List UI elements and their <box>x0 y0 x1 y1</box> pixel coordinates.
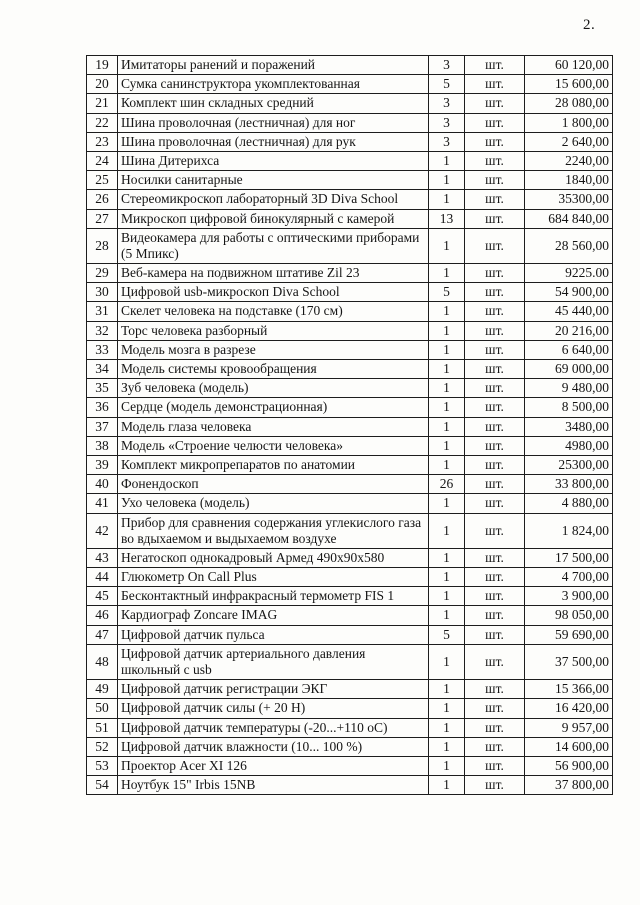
quantity-cell: 3 <box>429 113 465 132</box>
quantity-cell: 1 <box>429 494 465 513</box>
unit-cell: шт. <box>465 548 525 567</box>
unit-cell: шт. <box>465 494 525 513</box>
price-cell: 1 824,00 <box>525 513 613 548</box>
row-number-cell: 24 <box>87 151 118 170</box>
price-cell: 4 880,00 <box>525 494 613 513</box>
price-cell: 45 440,00 <box>525 302 613 321</box>
price-cell: 9 480,00 <box>525 379 613 398</box>
price-cell: 14 600,00 <box>525 737 613 756</box>
quantity-cell: 1 <box>429 151 465 170</box>
price-cell: 9225.00 <box>525 264 613 283</box>
price-cell: 98 050,00 <box>525 606 613 625</box>
table-row <box>87 94 613 113</box>
quantity-cell: 1 <box>429 568 465 587</box>
item-name-cell: Стереомикроскоп лабораторный 3D Diva School <box>118 190 429 209</box>
unit-cell: шт. <box>465 606 525 625</box>
price-cell: 28 560,00 <box>525 228 613 263</box>
table-row <box>87 737 613 756</box>
item-name-cell: Веб-камера на подвижном штативе Zil 23 <box>118 264 429 283</box>
quantity-cell: 1 <box>429 776 465 795</box>
table-row <box>87 75 613 94</box>
row-number-cell: 32 <box>87 321 118 340</box>
price-cell: 25300,00 <box>525 455 613 474</box>
unit-cell: шт. <box>465 360 525 379</box>
item-name-cell: Сердце (модель демонстрационная) <box>118 398 429 417</box>
unit-cell: шт. <box>465 718 525 737</box>
table-row <box>87 113 613 132</box>
price-cell: 4 700,00 <box>525 568 613 587</box>
table-row <box>87 171 613 190</box>
row-number-cell: 48 <box>87 644 118 679</box>
unit-cell: шт. <box>465 209 525 228</box>
price-cell: 20 216,00 <box>525 321 613 340</box>
unit-cell: шт. <box>465 228 525 263</box>
row-number-cell: 54 <box>87 776 118 795</box>
quantity-cell: 1 <box>429 436 465 455</box>
quantity-cell: 1 <box>429 737 465 756</box>
row-number-cell: 21 <box>87 94 118 113</box>
price-cell: 3480,00 <box>525 417 613 436</box>
unit-cell: шт. <box>465 436 525 455</box>
quantity-cell: 1 <box>429 379 465 398</box>
item-name-cell: Видеокамера для работы с оптическими приборами (5 Мпикс) <box>118 228 429 263</box>
quantity-cell: 1 <box>429 587 465 606</box>
row-number-cell: 38 <box>87 436 118 455</box>
price-cell: 15 600,00 <box>525 75 613 94</box>
item-name-cell: Бесконтактный инфракрасный термометр FIS 1 <box>118 587 429 606</box>
quantity-cell: 26 <box>429 475 465 494</box>
row-number-cell: 47 <box>87 625 118 644</box>
quantity-cell: 5 <box>429 75 465 94</box>
price-cell: 56 900,00 <box>525 756 613 775</box>
table-row <box>87 398 613 417</box>
row-number-cell: 23 <box>87 132 118 151</box>
quantity-cell: 1 <box>429 171 465 190</box>
table-row <box>87 756 613 775</box>
price-cell: 35300,00 <box>525 190 613 209</box>
row-number-cell: 31 <box>87 302 118 321</box>
item-name-cell: Глюкометр On Call Plus <box>118 568 429 587</box>
unit-cell: шт. <box>465 737 525 756</box>
table-row <box>87 680 613 699</box>
price-cell: 3 900,00 <box>525 587 613 606</box>
quantity-cell: 13 <box>429 209 465 228</box>
row-number-cell: 41 <box>87 494 118 513</box>
quantity-cell: 3 <box>429 132 465 151</box>
item-name-cell: Цифровой usb-микроскоп Diva School <box>118 283 429 302</box>
item-name-cell: Цифровой датчик температуры (-20...+110 оС) <box>118 718 429 737</box>
table-row <box>87 776 613 795</box>
table-row <box>87 190 613 209</box>
quantity-cell: 3 <box>429 56 465 75</box>
quantity-cell: 1 <box>429 398 465 417</box>
item-name-cell: Кардиограф Zoncare IMAG <box>118 606 429 625</box>
row-number-cell: 30 <box>87 283 118 302</box>
row-number-cell: 39 <box>87 455 118 474</box>
quantity-cell: 1 <box>429 718 465 737</box>
unit-cell: шт. <box>465 680 525 699</box>
table-row <box>87 568 613 587</box>
price-cell: 28 080,00 <box>525 94 613 113</box>
item-name-cell: Шина проволочная (лестничная) для рук <box>118 132 429 151</box>
quantity-cell: 5 <box>429 625 465 644</box>
price-cell: 2 640,00 <box>525 132 613 151</box>
row-number-cell: 29 <box>87 264 118 283</box>
table-row <box>87 321 613 340</box>
quantity-cell: 1 <box>429 360 465 379</box>
row-number-cell: 20 <box>87 75 118 94</box>
row-number-cell: 52 <box>87 737 118 756</box>
item-name-cell: Проектор Acer XI 126 <box>118 756 429 775</box>
price-cell: 1 800,00 <box>525 113 613 132</box>
price-cell: 15 366,00 <box>525 680 613 699</box>
unit-cell: шт. <box>465 699 525 718</box>
price-cell: 54 900,00 <box>525 283 613 302</box>
row-number-cell: 42 <box>87 513 118 548</box>
quantity-cell: 1 <box>429 417 465 436</box>
table-row <box>87 417 613 436</box>
unit-cell: шт. <box>465 94 525 113</box>
item-name-cell: Ноутбук 15" Irbis 15NB <box>118 776 429 795</box>
unit-cell: шт. <box>465 321 525 340</box>
table-row <box>87 455 613 474</box>
unit-cell: шт. <box>465 132 525 151</box>
table-row <box>87 283 613 302</box>
item-name-cell: Скелет человека на подставке (170 см) <box>118 302 429 321</box>
table-row <box>87 625 613 644</box>
quantity-cell: 1 <box>429 548 465 567</box>
unit-cell: шт. <box>465 756 525 775</box>
quantity-cell: 1 <box>429 756 465 775</box>
table-row <box>87 340 613 359</box>
table-row <box>87 360 613 379</box>
price-cell: 2240,00 <box>525 151 613 170</box>
row-number-cell: 46 <box>87 606 118 625</box>
unit-cell: шт. <box>465 644 525 679</box>
price-cell: 37 500,00 <box>525 644 613 679</box>
row-number-cell: 34 <box>87 360 118 379</box>
item-name-cell: Торс человека разборный <box>118 321 429 340</box>
row-number-cell: 44 <box>87 568 118 587</box>
unit-cell: шт. <box>465 398 525 417</box>
quantity-cell: 5 <box>429 283 465 302</box>
item-name-cell: Комплект микропрепаратов по анатомии <box>118 455 429 474</box>
unit-cell: шт. <box>465 379 525 398</box>
item-name-cell: Негатоскоп однокадровый Армед 490х90х580 <box>118 548 429 567</box>
row-number-cell: 40 <box>87 475 118 494</box>
row-number-cell: 49 <box>87 680 118 699</box>
item-name-cell: Модель системы кровообращения <box>118 360 429 379</box>
unit-cell: шт. <box>465 75 525 94</box>
table-row <box>87 475 613 494</box>
quantity-cell: 1 <box>429 302 465 321</box>
table-row <box>87 644 613 679</box>
row-number-cell: 45 <box>87 587 118 606</box>
table-row <box>87 56 613 75</box>
unit-cell: шт. <box>465 587 525 606</box>
row-number-cell: 43 <box>87 548 118 567</box>
quantity-cell: 1 <box>429 644 465 679</box>
unit-cell: шт. <box>465 113 525 132</box>
table-body <box>87 56 613 795</box>
row-number-cell: 51 <box>87 718 118 737</box>
table-row <box>87 436 613 455</box>
table-row <box>87 699 613 718</box>
row-number-cell: 28 <box>87 228 118 263</box>
row-number-cell: 25 <box>87 171 118 190</box>
page-number: 2. <box>583 17 596 33</box>
row-number-cell: 33 <box>87 340 118 359</box>
unit-cell: шт. <box>465 264 525 283</box>
equipment-table <box>86 55 613 795</box>
price-cell: 59 690,00 <box>525 625 613 644</box>
item-name-cell: Цифровой датчик артериального давления школьный с usb <box>118 644 429 679</box>
table-row <box>87 513 613 548</box>
item-name-cell: Модель глаза человека <box>118 417 429 436</box>
item-name-cell: Носилки санитарные <box>118 171 429 190</box>
item-name-cell: Ухо человека (модель) <box>118 494 429 513</box>
table-row <box>87 209 613 228</box>
row-number-cell: 50 <box>87 699 118 718</box>
unit-cell: шт. <box>465 340 525 359</box>
table-row <box>87 228 613 263</box>
row-number-cell: 27 <box>87 209 118 228</box>
table-row <box>87 379 613 398</box>
unit-cell: шт. <box>465 417 525 436</box>
item-name-cell: Комплект шин складных средний <box>118 94 429 113</box>
row-number-cell: 26 <box>87 190 118 209</box>
table-row <box>87 494 613 513</box>
item-name-cell: Модель «Строение челюсти человека» <box>118 436 429 455</box>
quantity-cell: 1 <box>429 455 465 474</box>
unit-cell: шт. <box>465 302 525 321</box>
item-name-cell: Фонендоскоп <box>118 475 429 494</box>
price-cell: 1840,00 <box>525 171 613 190</box>
item-name-cell: Имитаторы ранений и поражений <box>118 56 429 75</box>
item-name-cell: Шина проволочная (лестничная) для ног <box>118 113 429 132</box>
quantity-cell: 1 <box>429 321 465 340</box>
row-number-cell: 36 <box>87 398 118 417</box>
unit-cell: шт. <box>465 625 525 644</box>
table-row <box>87 548 613 567</box>
item-name-cell: Цифровой датчик силы (+ 20 Н) <box>118 699 429 718</box>
unit-cell: шт. <box>465 568 525 587</box>
row-number-cell: 19 <box>87 56 118 75</box>
table-row <box>87 132 613 151</box>
unit-cell: шт. <box>465 190 525 209</box>
unit-cell: шт. <box>465 171 525 190</box>
price-cell: 16 420,00 <box>525 699 613 718</box>
price-cell: 9 957,00 <box>525 718 613 737</box>
quantity-cell: 1 <box>429 513 465 548</box>
row-number-cell: 53 <box>87 756 118 775</box>
table-row <box>87 587 613 606</box>
item-name-cell: Сумка санинструктора укомплектованная <box>118 75 429 94</box>
quantity-cell: 1 <box>429 699 465 718</box>
item-name-cell: Шина Дитерихса <box>118 151 429 170</box>
price-cell: 37 800,00 <box>525 776 613 795</box>
item-name-cell: Зуб человека (модель) <box>118 379 429 398</box>
quantity-cell: 1 <box>429 228 465 263</box>
unit-cell: шт. <box>465 776 525 795</box>
quantity-cell: 1 <box>429 340 465 359</box>
item-name-cell: Микроскоп цифровой бинокулярный с камерой <box>118 209 429 228</box>
price-cell: 6 640,00 <box>525 340 613 359</box>
item-name-cell: Прибор для сравнения содержания углекислого газа во вдыхаемом и выдыхаемом воздухе <box>118 513 429 548</box>
price-cell: 17 500,00 <box>525 548 613 567</box>
price-cell: 69 000,00 <box>525 360 613 379</box>
price-cell: 33 800,00 <box>525 475 613 494</box>
price-cell: 60 120,00 <box>525 56 613 75</box>
item-name-cell: Цифровой датчик влажности (10... 100 %) <box>118 737 429 756</box>
item-name-cell: Модель мозга в разрезе <box>118 340 429 359</box>
row-number-cell: 37 <box>87 417 118 436</box>
quantity-cell: 1 <box>429 264 465 283</box>
unit-cell: шт. <box>465 283 525 302</box>
table-row <box>87 718 613 737</box>
unit-cell: шт. <box>465 455 525 474</box>
table-row <box>87 302 613 321</box>
quantity-cell: 1 <box>429 680 465 699</box>
item-name-cell: Цифровой датчик регистрации ЭКГ <box>118 680 429 699</box>
quantity-cell: 1 <box>429 606 465 625</box>
price-cell: 4980,00 <box>525 436 613 455</box>
unit-cell: шт. <box>465 56 525 75</box>
unit-cell: шт. <box>465 151 525 170</box>
row-number-cell: 22 <box>87 113 118 132</box>
quantity-cell: 1 <box>429 190 465 209</box>
table-row <box>87 606 613 625</box>
price-cell: 684 840,00 <box>525 209 613 228</box>
row-number-cell: 35 <box>87 379 118 398</box>
item-name-cell: Цифровой датчик пульса <box>118 625 429 644</box>
table-row <box>87 264 613 283</box>
unit-cell: шт. <box>465 513 525 548</box>
unit-cell: шт. <box>465 475 525 494</box>
quantity-cell: 3 <box>429 94 465 113</box>
table-row <box>87 151 613 170</box>
price-cell: 8 500,00 <box>525 398 613 417</box>
